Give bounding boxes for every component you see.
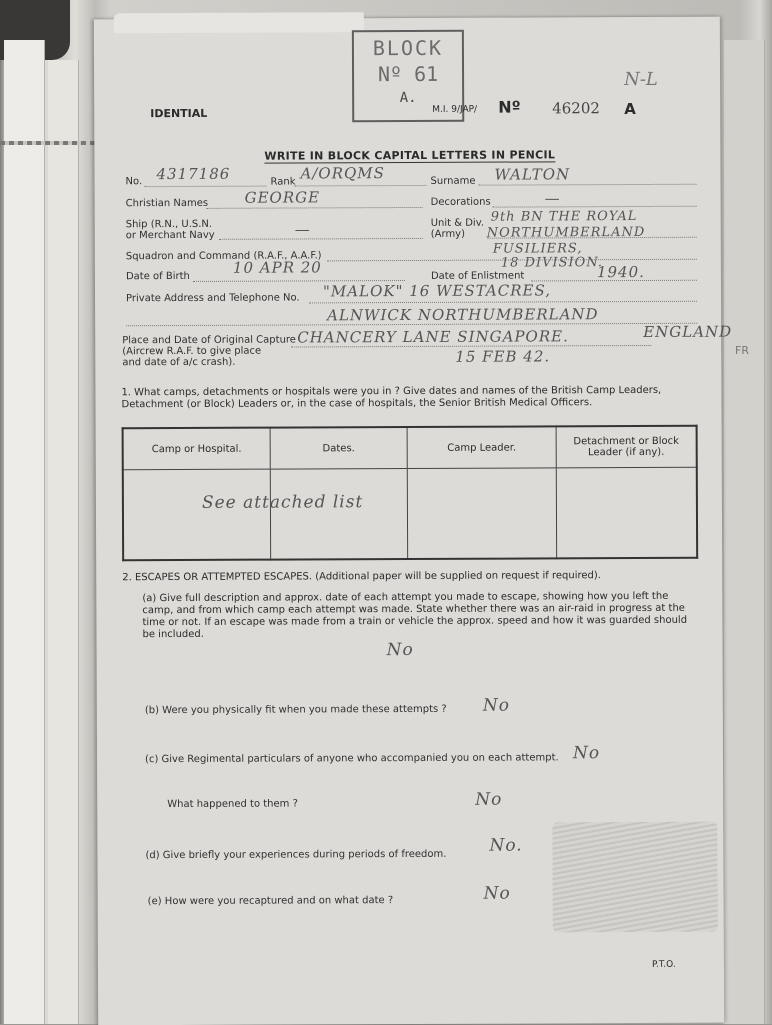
- side-fragment-text: FR: [735, 344, 749, 357]
- dotted-line: [479, 184, 697, 186]
- form-reference: M.I. 9/JAP/: [432, 104, 478, 115]
- camps-table-header: Dates.: [270, 427, 407, 469]
- question-2b-text: (b) Were you physically fit when you made these attempts ?: [144, 703, 447, 717]
- dotted-line: [219, 238, 423, 240]
- camps-table-header: Camp Leader.: [407, 426, 556, 468]
- question-1-text: 1. What camps, detachments or hospitals were you in ? Give dates and names of the British Camp Leaders, Detachment (or Block) Leaders or, in the case of hospitals, the Senior British Medical Officers.: [121, 384, 662, 411]
- decorations-label: Decorations: [430, 196, 491, 208]
- camps-answer: See attached list: [201, 492, 364, 513]
- question-2d-answer: No.: [489, 835, 523, 856]
- please-turn-over: P.T.O.: [651, 959, 676, 970]
- question-2c-answer: No: [572, 743, 601, 764]
- army-number-value: 4317186: [156, 164, 231, 184]
- dotted-line: [295, 185, 427, 187]
- question-2c-followup-answer: No: [475, 789, 503, 810]
- question-2c-text: (c) Give Regimental particulars of anyone who accompanied you on each attempt.: [145, 752, 559, 766]
- surname-label: Surname: [430, 175, 476, 187]
- sheet-top-fold: [114, 12, 364, 33]
- surname-value: WALTON: [494, 165, 571, 184]
- enlistment-label: Date of Enlistment: [430, 270, 525, 282]
- camps-table-cell: [270, 469, 407, 560]
- corner-handwritten-note: N-L: [624, 68, 658, 91]
- instruction-heading: WRITE IN BLOCK CAPITAL LETTERS IN PENCIL: [264, 148, 556, 163]
- question-2d-text: (d) Give briefly your experiences during periods of freedom.: [145, 848, 447, 862]
- camps-table-cell: [123, 469, 271, 560]
- army-number-label: No.: [125, 176, 143, 188]
- page-edge: [48, 60, 79, 1024]
- address-value-line-3: ENGLAND: [643, 322, 733, 341]
- question-2a-answer: No: [386, 639, 414, 661]
- camps-table-cell: [556, 467, 697, 558]
- unit-value-line-4: 18 DIVISION.: [500, 255, 604, 271]
- stamp-line-3: A.: [399, 89, 417, 107]
- capture-label: Place and Date of Original Capture (Aircrew R.A.F. to give place and date of a/c crash).: [122, 334, 296, 369]
- page-edge: [724, 40, 765, 1024]
- enlistment-value: 1940.: [596, 262, 645, 282]
- unit-value-line-3: FUSILIERS,: [492, 241, 583, 257]
- question-2a-text: (a) Give full description and approx. date of each attempt you made to escape, showing how you left the camp, and from which camp each attempt was made. State whether there was an air-raid in progress at the time or not. If an escape was made from a train or vehicle the approx. speed and how it was guarded should be included.: [142, 590, 688, 641]
- question-2c-followup-text: What happened to them ?: [167, 798, 298, 811]
- address-label: Private Address and Telephone No.: [126, 292, 300, 305]
- capture-value-line-1: CHANCERY LANE SINGAPORE.: [297, 327, 569, 347]
- camps-table-header: Detachment or Block Leader (if any).: [556, 426, 697, 468]
- address-value-line-1: "MALOK" 16 WESTACRES,: [322, 281, 552, 301]
- unit-label: Unit & Div. (Army): [430, 217, 485, 240]
- confidential-label: IDENTIAL: [150, 106, 208, 121]
- decorations-value: —: [544, 189, 561, 208]
- christian-names-value: GEORGE: [244, 188, 321, 207]
- question-2e-text: (e) How were you recaptured and on what date ?: [147, 895, 394, 908]
- page-edge: [4, 40, 45, 1024]
- question-2b-answer: No: [482, 695, 510, 716]
- dotted-line: [207, 207, 423, 209]
- dotted-line: [309, 301, 697, 304]
- question-2-heading: 2. ESCAPES OR ATTEMPTED ESCAPES. (Additional paper will be supplied on request if required).: [122, 570, 601, 584]
- date-of-birth-value: 10 APR 20: [232, 258, 322, 277]
- serial-number-label: Nº: [498, 97, 521, 117]
- dotted-line: [493, 206, 697, 208]
- rank-label: Rank: [270, 176, 296, 188]
- christian-names-label: Christian Names: [125, 197, 209, 210]
- ship-label: Ship (R.N., U.S.N. or Merchant Navy: [125, 218, 215, 242]
- pencil-smudge: [552, 822, 717, 933]
- capture-value-line-2: 15 FEB 42.: [455, 347, 551, 366]
- serial-number: 46202: [552, 99, 600, 118]
- rank-value: A/ORQMS: [300, 164, 385, 183]
- stamp-line-2: Nº 61: [377, 61, 439, 87]
- stamp-line-1: BLOCK: [372, 35, 444, 61]
- address-value-line-2: ALNWICK NORTHUMBERLAND: [327, 305, 599, 325]
- squadron-label: Squadron and Command (R.A.F., A.A.F.): [125, 250, 322, 263]
- serial-suffix: A: [624, 100, 636, 119]
- ship-value: —: [294, 220, 311, 239]
- dotted-line: [145, 186, 267, 188]
- question-2e-answer: No: [483, 883, 511, 904]
- questionnaire-sheet: [94, 17, 733, 1025]
- camps-table-header: Camp or Hospital.: [123, 428, 271, 470]
- unit-value-line-1: 9th BN THE ROYAL: [490, 209, 638, 225]
- camps-table-cell: [407, 468, 556, 559]
- unit-value-line-2: NORTHUMBERLAND: [486, 224, 646, 241]
- date-of-birth-label: Date of Birth: [125, 270, 190, 283]
